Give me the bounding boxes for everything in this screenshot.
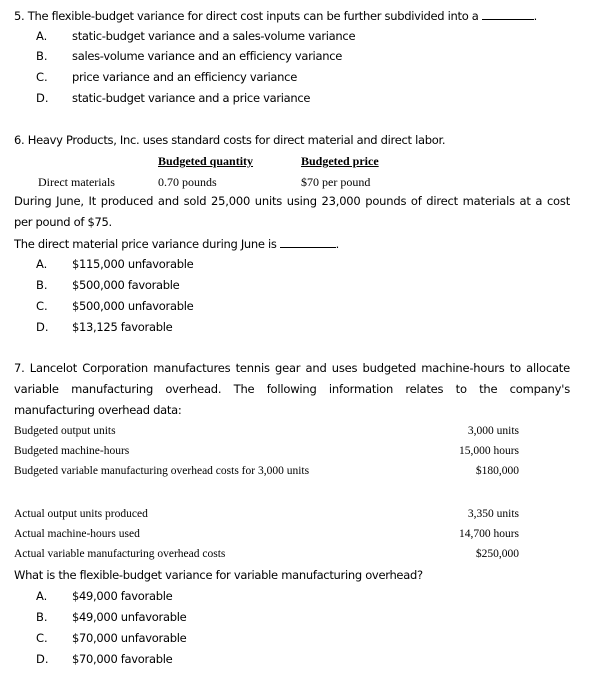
- q6-question-text: The direct material price variance during June is: [14, 237, 277, 251]
- q7-actual-value-2: 14,700 hours: [458, 528, 519, 540]
- q6-option-d-text: $13,125 favorable: [72, 320, 173, 334]
- q7-line2: variable manufacturing overhead. The following information relates to the company's: [14, 382, 570, 396]
- q7-budget-value-2: 15,000 hours: [458, 445, 519, 457]
- q7-actual-value-1: 3,350 units: [467, 508, 519, 520]
- q6-option-c-letter: C.: [36, 299, 48, 313]
- q6-question: [14, 236, 339, 251]
- q6-answer-blank: [280, 236, 336, 248]
- q6-option-c-text: $500,000 unfavorable: [72, 299, 194, 313]
- q7-option-d-text: $70,000 favorable: [72, 652, 173, 666]
- q5-option-d-letter: D.: [36, 91, 49, 105]
- q5-option-c-text: price variance and an efficiency variance: [72, 70, 297, 84]
- q7-budget-label-2: Budgeted machine-hours: [14, 445, 130, 457]
- q7-option-c-text: $70,000 unfavorable: [72, 631, 187, 645]
- q6-question-end: .: [335, 237, 339, 251]
- q6-header-quantity: Budgeted quantity: [158, 154, 254, 168]
- q6-body-line1: During June, It produced and sold 25,000 units using 23,000 pounds of direct materials at a cost: [14, 194, 570, 208]
- q6-stem: 6. Heavy Products, Inc. uses standard costs for direct material and direct labor.: [14, 133, 446, 147]
- q7-actual-label-1: Actual output units produced: [14, 508, 148, 520]
- q7-option-d-letter: D.: [36, 652, 49, 666]
- q7-actual-label-3: Actual variable manufacturing overhead costs: [14, 548, 226, 560]
- q7-option-b-text: $49,000 unfavorable: [72, 610, 187, 624]
- q5-answer-blank: [482, 8, 534, 20]
- q6-option-b-letter: B.: [36, 278, 48, 292]
- q6-option-d-letter: D.: [36, 320, 49, 334]
- q7-option-c-letter: C.: [36, 631, 48, 645]
- q7-budget-value-1: 3,000 units: [467, 425, 519, 437]
- q7-option-a-letter: A.: [36, 589, 48, 603]
- q7-line1: 7. Lancelot Corporation manufactures tennis gear and uses budgeted machine-hours to allocate: [14, 361, 570, 375]
- q7-budget-value-3: $180,000: [475, 465, 519, 477]
- q6-price: $70 per pound: [301, 175, 371, 189]
- q5-stem: [14, 8, 537, 23]
- q5-option-b-letter: B.: [36, 49, 48, 63]
- q5-stem-end: .: [533, 9, 537, 23]
- q7-option-a-text: $49,000 favorable: [72, 589, 173, 603]
- q5-option-a-text: static-budget variance and a sales-volume variance: [72, 29, 356, 43]
- q5-stem-text: 5. The flexible-budget variance for direct cost inputs can be further subdivided into a: [14, 9, 479, 23]
- q7-line3: manufacturing overhead data:: [14, 403, 182, 417]
- q7-actual-value-3: $250,000: [475, 548, 519, 560]
- q5-option-d-text: static-budget variance and a price variance: [72, 91, 311, 105]
- q6-header-price: Budgeted price: [301, 154, 379, 168]
- q6-quantity: 0.70 pounds: [158, 175, 217, 189]
- q6-body-line2: per pound of $75.: [14, 215, 112, 229]
- q6-option-a-letter: A.: [36, 257, 48, 271]
- q6-row-label: Direct materials: [38, 175, 115, 189]
- q6-option-a-text: $115,000 unfavorable: [72, 257, 194, 271]
- q6-option-b-text: $500,000 favorable: [72, 278, 180, 292]
- q5-option-c-letter: C.: [36, 70, 48, 84]
- q5-option-a-letter: A.: [36, 29, 48, 43]
- q7-actual-label-2: Actual machine-hours used: [14, 528, 140, 540]
- q5-option-b-text: sales-volume variance and an efficiency variance: [72, 49, 342, 63]
- q7-question: What is the flexible-budget variance for variable manufacturing overhead?: [14, 568, 423, 582]
- q7-budget-label-1: Budgeted output units: [14, 425, 116, 437]
- q7-budget-label-3: Budgeted variable manufacturing overhead costs for 3,000 units: [14, 465, 310, 477]
- q7-option-b-letter: B.: [36, 610, 48, 624]
